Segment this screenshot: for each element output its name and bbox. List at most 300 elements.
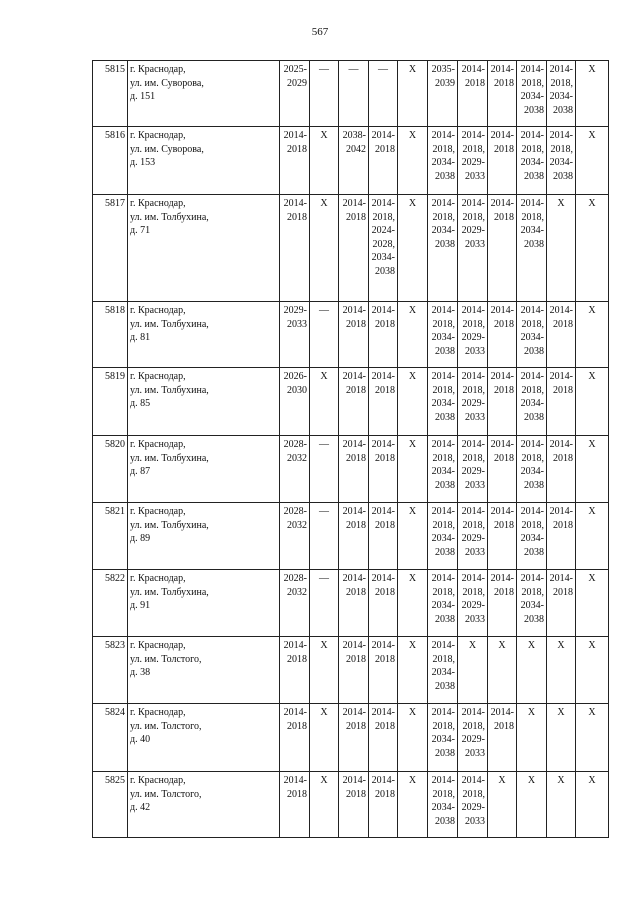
period-cell <box>517 772 547 838</box>
period-line: 2034- <box>520 398 544 409</box>
period-line: 2018 <box>553 452 573 464</box>
period-line: 2038- <box>342 130 366 141</box>
address-line: г. Краснодар, <box>130 198 186 209</box>
period-line: 2014- <box>520 198 544 209</box>
period-line: — <box>319 439 329 450</box>
period-cell <box>547 436 576 503</box>
period-cell <box>458 637 488 704</box>
period-line: — <box>319 305 329 316</box>
period-line: 2018 <box>375 720 395 732</box>
period-line: 2018 <box>494 586 514 598</box>
period-line: 2034- <box>431 157 455 168</box>
period-cell <box>458 61 488 127</box>
period-line: 2018 <box>346 653 366 665</box>
period-line: 2024- <box>371 225 395 236</box>
address-cell <box>128 127 280 195</box>
period-line: 2018 <box>346 519 366 531</box>
period-line: 2018, <box>462 211 485 223</box>
period-line: 2018 <box>375 143 395 155</box>
period-cell <box>488 570 517 637</box>
period-line: 2032 <box>287 452 307 464</box>
address-line: г. Краснодар, <box>130 439 186 450</box>
table-row <box>93 772 609 838</box>
period-cell <box>488 704 517 772</box>
period-line: 2018 <box>346 452 366 464</box>
period-line: 2018 <box>494 519 514 531</box>
period-line: 2014- <box>371 305 395 316</box>
period-cell <box>488 127 517 195</box>
period-cell <box>576 302 609 368</box>
period-cell <box>517 570 547 637</box>
period-line: 2014- <box>431 198 455 209</box>
address-line: г. Краснодар, <box>130 640 186 651</box>
period-line: 2014- <box>342 198 366 209</box>
period-line: 2038 <box>524 411 544 423</box>
period-line: 2014- <box>342 439 366 450</box>
period-line: 2018, <box>372 211 395 223</box>
period-line: 2014- <box>461 573 485 584</box>
period-cell <box>547 772 576 838</box>
period-cell <box>280 127 310 195</box>
period-line: — <box>319 506 329 517</box>
period-line: 2018 <box>553 519 573 531</box>
table-row <box>93 570 609 637</box>
period-cell <box>369 195 398 302</box>
period-line: 2038 <box>375 265 395 277</box>
period-line: 2039 <box>435 77 455 89</box>
period-cell <box>339 772 369 838</box>
period-line: Х <box>557 775 565 786</box>
period-line: 2014- <box>461 775 485 786</box>
period-line: 2014- <box>520 305 544 316</box>
period-cell <box>310 302 339 368</box>
period-line: 2014- <box>283 775 307 786</box>
period-line: 2014- <box>490 198 514 209</box>
row-number: 5822 <box>93 570 128 637</box>
period-line: 2038 <box>435 238 455 250</box>
period-line: 2014- <box>371 707 395 718</box>
period-line: 2038 <box>524 479 544 491</box>
period-cell <box>369 570 398 637</box>
period-line: 2014- <box>461 371 485 382</box>
period-line: 2014- <box>371 640 395 651</box>
period-line: 2014- <box>461 130 485 141</box>
period-line: Х <box>408 198 417 209</box>
period-cell <box>576 436 609 503</box>
period-line: 2018 <box>494 318 514 330</box>
period-cell <box>339 704 369 772</box>
period-cell <box>547 302 576 368</box>
registry-table <box>92 60 609 838</box>
table-row <box>93 195 609 302</box>
period-line: 2028- <box>283 439 307 450</box>
period-line: Х <box>320 130 328 141</box>
period-line: 2018, <box>432 143 455 155</box>
period-line: 2018 <box>346 720 366 732</box>
period-line: 2038 <box>435 546 455 558</box>
period-cell <box>280 368 310 436</box>
address-line: д. 71 <box>130 225 151 236</box>
period-line: 2033 <box>465 546 485 558</box>
period-line: 2014- <box>283 640 307 651</box>
period-line: 2018, <box>550 77 573 89</box>
period-line: 2029- <box>461 734 485 745</box>
period-line: 2014- <box>283 198 307 209</box>
address-line: ул. им. Толбухина, <box>130 519 209 531</box>
page-number: 567 <box>311 26 329 38</box>
row-number: 5817 <box>93 195 128 302</box>
period-line: 2029- <box>461 225 485 236</box>
period-line: 2014- <box>371 198 395 209</box>
period-cell <box>339 302 369 368</box>
address-line: г. Краснодар, <box>130 64 186 75</box>
period-cell <box>398 704 428 772</box>
period-cell <box>369 704 398 772</box>
period-line: 2018, <box>521 586 544 598</box>
period-line: 2034- <box>431 332 455 343</box>
period-line: Х <box>588 64 596 75</box>
period-cell <box>310 368 339 436</box>
row-number: 5824 <box>93 704 128 772</box>
period-line: 2014- <box>371 371 395 382</box>
address-line: д. 81 <box>130 332 151 343</box>
period-line: 2018 <box>494 77 514 89</box>
period-cell <box>339 195 369 302</box>
table-row <box>93 503 609 570</box>
period-line: 2018, <box>521 143 544 155</box>
period-line: Х <box>408 573 417 584</box>
period-line: 2035- <box>431 64 455 75</box>
period-line: 2014- <box>549 439 573 450</box>
period-cell <box>310 772 339 838</box>
period-cell <box>547 503 576 570</box>
period-cell <box>517 127 547 195</box>
period-line: 2028- <box>283 506 307 517</box>
table-row <box>93 61 609 127</box>
address-line: г. Краснодар, <box>130 506 186 517</box>
period-cell <box>398 436 428 503</box>
period-line: Х <box>408 439 417 450</box>
period-line: 2033 <box>465 238 485 250</box>
period-line: 2038 <box>435 411 455 423</box>
period-cell <box>369 302 398 368</box>
period-line: Х <box>468 640 477 651</box>
period-line: 2014- <box>342 305 366 316</box>
period-line: 2038 <box>435 680 455 692</box>
period-cell <box>488 61 517 127</box>
period-line: 2034- <box>431 225 455 236</box>
period-line: 2014- <box>461 198 485 209</box>
period-cell <box>428 503 458 570</box>
period-cell <box>310 61 339 127</box>
address-line: ул. им. Толстого, <box>130 653 202 665</box>
address-line: ул. им. Толбухина, <box>130 211 209 223</box>
period-line: 2029- <box>461 600 485 611</box>
address-cell <box>128 503 280 570</box>
period-cell <box>428 127 458 195</box>
period-line: 2032 <box>287 586 307 598</box>
period-line: 2014- <box>342 707 366 718</box>
address-line: г. Краснодар, <box>130 305 186 316</box>
period-line: 2018, <box>462 586 485 598</box>
period-line: 2018, <box>432 788 455 800</box>
period-line: 2018, <box>462 519 485 531</box>
period-cell <box>547 195 576 302</box>
period-line: Х <box>588 439 596 450</box>
address-line: г. Краснодар, <box>130 130 186 141</box>
row-number: 5823 <box>93 637 128 704</box>
period-cell <box>339 570 369 637</box>
period-line: 2018 <box>375 452 395 464</box>
period-line: 2014- <box>490 371 514 382</box>
period-line: 2018 <box>494 720 514 732</box>
period-line: 2034- <box>520 466 544 477</box>
period-line: 2014- <box>520 573 544 584</box>
period-cell <box>576 704 609 772</box>
period-line: 2038 <box>524 238 544 250</box>
period-cell <box>458 704 488 772</box>
period-line: 2018, <box>521 77 544 89</box>
address-line: г. Краснодар, <box>130 371 186 382</box>
period-cell <box>488 503 517 570</box>
period-line: 2014- <box>431 506 455 517</box>
period-line: 2014- <box>371 775 395 786</box>
period-cell <box>488 637 517 704</box>
period-cell <box>517 503 547 570</box>
period-line: Х <box>588 707 596 718</box>
period-line: 2014- <box>549 573 573 584</box>
period-line: 2014- <box>431 640 455 651</box>
address-line: д. 151 <box>130 91 156 102</box>
period-line: 2018, <box>462 143 485 155</box>
period-line: Х <box>557 198 565 209</box>
period-line: 2028, <box>372 238 395 250</box>
period-line: 2014- <box>490 506 514 517</box>
period-line: 2034- <box>520 91 544 102</box>
period-cell <box>280 704 310 772</box>
period-line: 2018, <box>521 452 544 464</box>
period-line: 2033 <box>465 170 485 182</box>
period-cell <box>369 436 398 503</box>
period-line: 2014- <box>520 130 544 141</box>
address-line: г. Краснодар, <box>130 573 186 584</box>
period-cell <box>488 302 517 368</box>
period-line: 2018, <box>432 519 455 531</box>
period-line: 2014- <box>461 506 485 517</box>
period-line: 2034- <box>431 802 455 813</box>
period-line: 2030 <box>287 384 307 396</box>
period-line: 2018, <box>462 720 485 732</box>
period-line: 2034- <box>431 600 455 611</box>
period-line: 2038 <box>553 170 573 182</box>
period-cell <box>428 704 458 772</box>
period-line: 2018 <box>553 586 573 598</box>
address-cell <box>128 436 280 503</box>
period-line: 2014- <box>431 371 455 382</box>
period-line: 2029- <box>461 466 485 477</box>
address-cell <box>128 772 280 838</box>
period-line: Х <box>408 775 417 786</box>
address-cell <box>128 61 280 127</box>
period-cell <box>547 61 576 127</box>
period-line: 2038 <box>435 479 455 491</box>
period-line: 2018 <box>375 653 395 665</box>
period-line: 2014- <box>283 130 307 141</box>
period-cell <box>488 195 517 302</box>
period-cell <box>428 772 458 838</box>
address-line: ул. им. Толбухина, <box>130 452 209 464</box>
address-line: д. 85 <box>130 398 151 409</box>
period-line: Х <box>527 640 536 651</box>
period-line: Х <box>498 775 506 786</box>
period-line: 2038 <box>435 170 455 182</box>
registry-body <box>93 61 609 838</box>
period-line: 2038 <box>435 747 455 759</box>
period-line: 2018 <box>346 586 366 598</box>
period-line: 2014- <box>342 573 366 584</box>
period-line: 2038 <box>524 104 544 116</box>
period-line: 2014- <box>371 439 395 450</box>
period-line: 2018 <box>553 384 573 396</box>
table-row <box>93 368 609 436</box>
period-cell <box>280 637 310 704</box>
period-line: Х <box>557 640 565 651</box>
address-line: ул. им. Суворова, <box>130 143 204 155</box>
address-line: д. 38 <box>130 667 151 678</box>
period-cell <box>428 637 458 704</box>
period-line: Х <box>527 775 536 786</box>
period-line: 2014- <box>520 506 544 517</box>
period-line: 2018, <box>521 519 544 531</box>
address-line: ул. им. Толбухина, <box>130 586 209 598</box>
period-cell <box>398 302 428 368</box>
period-line: 2014- <box>342 371 366 382</box>
period-line: Х <box>408 305 417 316</box>
period-line: 2018 <box>287 788 307 800</box>
address-line: д. 87 <box>130 466 151 477</box>
period-cell <box>458 570 488 637</box>
table-row <box>93 302 609 368</box>
period-cell <box>280 570 310 637</box>
period-line: Х <box>527 707 536 718</box>
period-line: 2018 <box>375 586 395 598</box>
period-cell <box>310 127 339 195</box>
period-line: 2014- <box>461 305 485 316</box>
period-cell <box>458 127 488 195</box>
period-line: Х <box>408 130 417 141</box>
address-line: д. 40 <box>130 734 151 745</box>
period-cell <box>310 503 339 570</box>
period-line: 2034- <box>431 667 455 678</box>
period-cell <box>458 436 488 503</box>
period-line: — <box>378 64 388 75</box>
period-line: 2038 <box>435 815 455 827</box>
period-line: 2014- <box>490 64 514 75</box>
period-line: 2033 <box>287 318 307 330</box>
period-cell <box>428 570 458 637</box>
period-cell <box>280 436 310 503</box>
period-line: 2018 <box>494 211 514 223</box>
period-line: 2014- <box>431 573 455 584</box>
period-line: Х <box>588 130 596 141</box>
period-line: Х <box>408 371 417 382</box>
row-number: 5820 <box>93 436 128 503</box>
period-cell <box>547 704 576 772</box>
period-line: 2018, <box>432 586 455 598</box>
period-line: 2018 <box>375 384 395 396</box>
period-line: 2018, <box>550 143 573 155</box>
period-line: — <box>348 64 359 75</box>
period-cell <box>488 368 517 436</box>
period-line: 2018, <box>462 384 485 396</box>
period-cell <box>428 61 458 127</box>
period-line: 2034- <box>431 734 455 745</box>
period-line: 2014- <box>520 371 544 382</box>
period-line: Х <box>588 573 596 584</box>
period-line: 2018 <box>346 384 366 396</box>
period-cell <box>547 127 576 195</box>
period-line: 2014- <box>371 573 395 584</box>
period-line: — <box>319 573 329 584</box>
period-line: 2032 <box>287 519 307 531</box>
period-line: Х <box>320 775 328 786</box>
period-cell <box>576 570 609 637</box>
period-line: 2038 <box>524 345 544 357</box>
period-line: 2029- <box>461 533 485 544</box>
period-cell <box>310 570 339 637</box>
period-line: 2034- <box>520 600 544 611</box>
period-cell <box>310 436 339 503</box>
table-row <box>93 637 609 704</box>
period-line: 2034- <box>549 91 573 102</box>
period-cell <box>339 436 369 503</box>
period-cell <box>517 704 547 772</box>
address-line: ул. им. Толстого, <box>130 788 202 800</box>
period-line: 2029- <box>283 305 307 316</box>
period-cell <box>398 503 428 570</box>
address-line: ул. им. Суворова, <box>130 77 204 89</box>
period-line: 2038 <box>435 613 455 625</box>
period-cell <box>458 503 488 570</box>
period-cell <box>458 195 488 302</box>
table-row <box>93 127 609 195</box>
period-line: 2018, <box>432 384 455 396</box>
period-line: 2014- <box>461 439 485 450</box>
period-line: 2033 <box>465 411 485 423</box>
period-line: 2014- <box>342 640 366 651</box>
address-cell <box>128 637 280 704</box>
period-line: 2025- <box>283 64 307 75</box>
address-line: ул. им. Толбухина, <box>130 384 209 396</box>
address-cell <box>128 368 280 436</box>
period-cell <box>398 368 428 436</box>
period-line: 2033 <box>465 747 485 759</box>
period-line: Х <box>408 707 417 718</box>
period-cell <box>280 302 310 368</box>
period-cell <box>517 195 547 302</box>
period-cell <box>339 368 369 436</box>
period-line: 2018, <box>521 211 544 223</box>
period-line: 2034- <box>520 157 544 168</box>
period-line: Х <box>320 707 328 718</box>
period-line: 2014- <box>549 305 573 316</box>
period-cell <box>517 368 547 436</box>
period-line: 2014- <box>431 130 455 141</box>
period-line: 2018, <box>462 452 485 464</box>
period-line: 2033 <box>465 479 485 491</box>
period-line: 2034- <box>520 332 544 343</box>
period-cell <box>428 302 458 368</box>
